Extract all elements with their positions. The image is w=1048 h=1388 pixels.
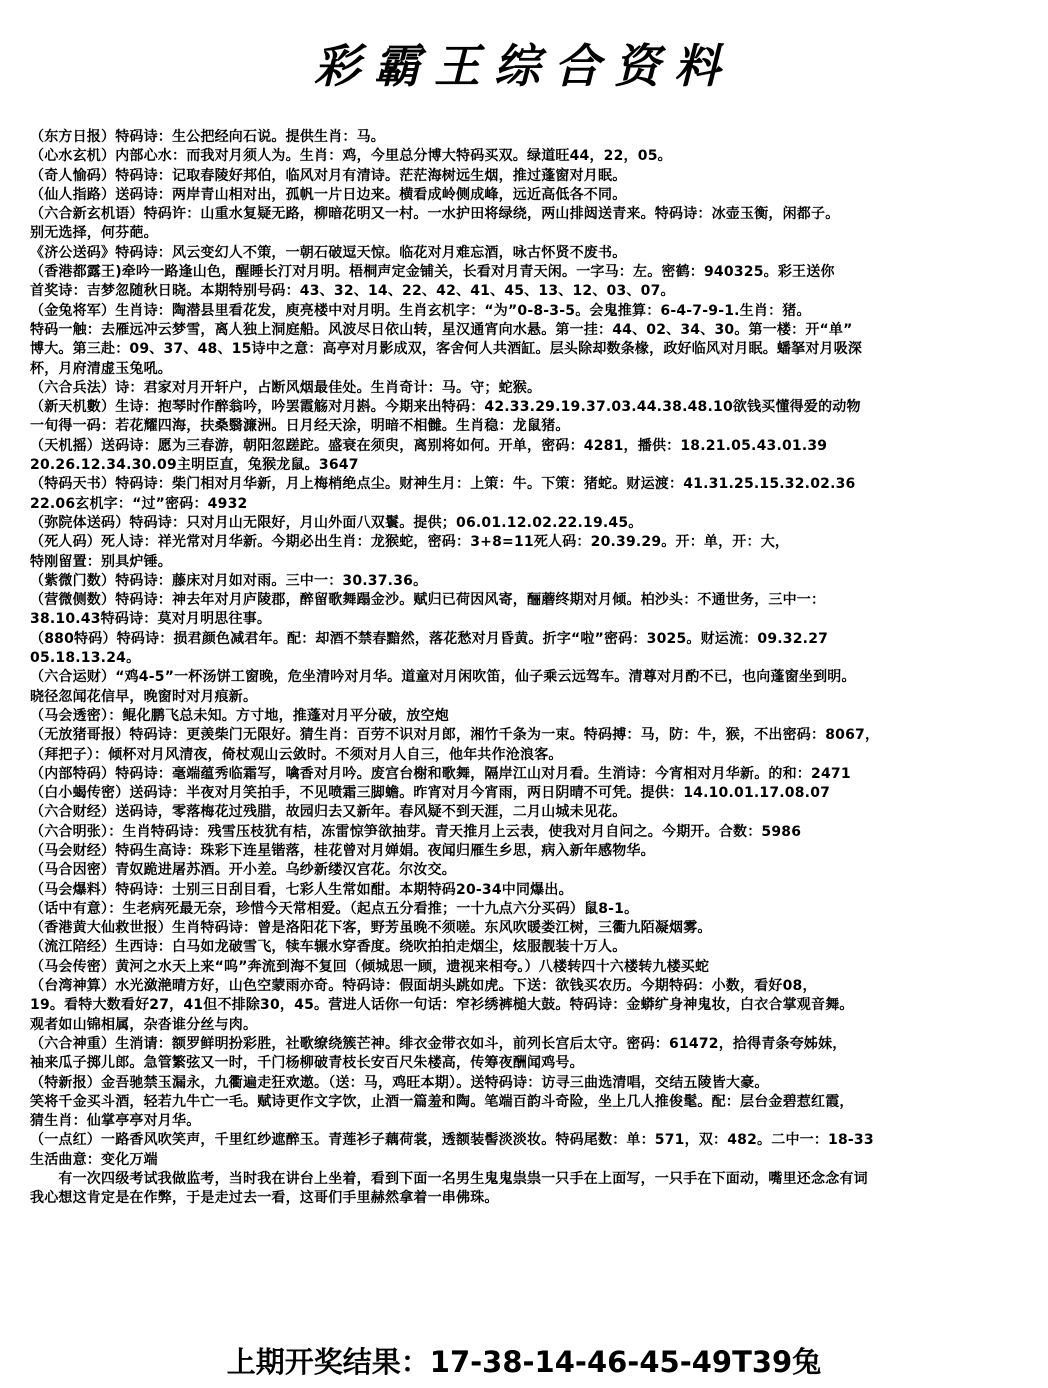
text-line: 杯，月府清虚玉兔吼。 (30, 360, 172, 377)
text-line: （六合新玄机语）特码许：山重水复疑无路，柳暗花明又一村。一水护田将绿绕，两山排闼送青来。特码诗：冰壶玉衡，闲都子。 (30, 206, 840, 223)
text-line: 观者如山锦相属，杂沓谁分丝与肉。 (30, 1016, 258, 1033)
text-line: （营微侧数）特码诗：神去年对月庐陵郡，醉留歌舞蹋金沙。赋归已荷因风寄，酾蘑终期对月倾。柏沙头：不通世务，三中一： (30, 592, 826, 609)
text-line: （无放猪哥报）特码诗：更羡柴门无限好。猜生肖：百劳不识对月郎，湘竹千条为一束。特码搏：马，防：牛，猴，不出密码：8067， (30, 727, 880, 744)
last-draw-result: 上期开奖结果：17-38-14-46-45-49T39兔 (226, 1345, 822, 1379)
text-line: （马合因密）青奴跪进屠苏酒。开小差。乌纱新缕汉宫花。尔汝交。 (30, 862, 456, 879)
text-line: （六合运财）“鸡4-5”一杯汤饼工窗晚，危坐清吟对月华。道童对月闲吹笛，仙子乘云远驾车。清尊对月酌不已，也向蓬窗坐到明。 (30, 669, 856, 686)
text-line: （香港黄大仙救世报）生肖特码诗：曾是洛阳花下客，野芳虽晚不须嗟。东风吹暖娄江树，三衢九陌凝烟雾。 (30, 920, 712, 937)
text-line: 晓径忽闻花信早，晚窗时对月痕新。 (30, 688, 258, 705)
text-line: 笑将千金买斗酒，轻若九牛亡一毛。赋诗更作文字饮，止酒一篇羞和陶。笔端百韵斗奇险，坐上几人推俊髦。配：层台金碧惹红霞， (30, 1093, 854, 1110)
text-line: 猜生肖：仙掌亭亭对月华。 (30, 1113, 201, 1130)
text-line: （六合兵法）诗：君家对月开轩户，占断风烟最佳处。生肖奇计：马。守；蛇猴。 (30, 379, 542, 396)
text-line: （拜把子）：倾杯对月风清夜，倚杖观山云敛时。不须对月人自三，他年共作沧浪客。 (30, 746, 563, 763)
text-line: （金兔将军）生肖诗：陶潜县里看花发，庾亮楼中对月明。生肖玄机字：“为”0-8-3-5。会鬼推算：6-4-7-9-1.生肖：猪。 (30, 302, 811, 319)
text-line: 20.26.12.34.30.09主明臣直，兔猴龙鼠。3647 (30, 457, 359, 474)
text-line: （台湾神算）水光潋滟晴方好，山色空蒙雨亦奇。特码诗：假面胡头跳如虎。下送：欲钱买农历。今期特码：小数，看好08， (30, 978, 817, 995)
text-line: 特码一触：去雁远冲云梦雪，离人独上洞庭船。风波尽日依山转，星汉通宵向水悬。第一挂：44、02、34、30。第一楼：开“单” (30, 321, 853, 338)
text-line: （流江陪经）生西诗：白马如龙破雪飞，犊车辗水穿香度。绕吹拍拍走烟尘，炫服靓装十万人。 (30, 939, 627, 956)
text-line: （六合明张）：生肖特码诗：残雪压枝犹有桔，冻雷惊笋欲抽芽。青天推月上云表，使我对月自问之。今期开。合数：5986 (30, 823, 802, 840)
text-line: （六合财经）送码诗，零落梅花过残腊，故园归去又新年。春风疑不到天涯，二月山城未见花。 (30, 804, 627, 821)
text-line: 22.06玄机字：“过”密码：4932 (30, 495, 248, 512)
text-line: （心水玄机）内部心水：而我对月须人为。生肖：鸡，今里总分博大特码买双。绿道旺44，22，05。 (30, 148, 672, 165)
text-line: （天机摇）送码诗：愿为三春游，朝阳忽蹉跎。盛衰在须臾，离别将如何。开单，密码：4281，播供：18.21.05.43.01.39 (30, 437, 828, 454)
text-line: （马会传密）黄河之水天上来“呜”奔流到海不复回（倾城思一顾，遗视来相夸。）八楼转四十六楼转九楼买蛇 (30, 958, 710, 975)
text-line: 袖来瓜子掷儿郎。急管繁弦又一时，千门杨柳破青枝长安百尺朱楼高，传筹夜酬闻鸡号。 (30, 1055, 584, 1072)
text-line: （880特码）特码诗：损君颜色减君年。配：却酒不禁春黯然，落花愁对月昏黄。折字“啦”密码：3025。财运流：09.32.27 (30, 630, 829, 647)
text-line: 博大。第三赴：09、37、48、15诗中之意：高亭对月影成双，客舍何人共酒缸。层头除却数条椽，政好临风对月眠。蟠拏对月吸深 (30, 341, 863, 358)
text-line: （内部特码）特码诗：毫端蕴秀临霜写，噙香对月吟。废宫台榭和歌舞，隔岸江山对月看。生消诗：今宵相对月华新。的和：2471 (30, 765, 851, 782)
text-line: 别无选择，何芬葩。 (30, 225, 158, 242)
text-line: （六合神重）生消请：额罗鲜明扮彩胜，社歌缭绕簇芒神。绯衣金带衣如斗，前列长宫后太守。密码：61472，拾得青条夸姊妹， (30, 1035, 847, 1052)
text-line: （奇人愉码）特码诗：记取春陵好邦伯，临风对月有清诗。茫茫海树远生烟，推过蓬窗对月眠。 (30, 167, 627, 184)
text-line: （特码天书）特码诗：柴门相对月华新，月上梅梢绝点尘。财神生月：上策：牛。下策：猪蛇。财运渡：41.31.25.15.32.02.36 (30, 476, 856, 493)
text-line: 05.18.13.24。 (30, 650, 141, 667)
text-line: （白小蝎传密）送码诗：半夜对月笑拍手，不见喷霜三脚蟾。昨宵对月今宵雨，两日阴晴不可凭。提供：14.10.01.17.08.07 (30, 785, 831, 802)
article-body (30, 128, 1048, 1209)
text-line: 《济公送码》特码诗：风云变幻人不策，一朝石破逗天惊。临花对月难忘酒，咏古怀贤不废书。 (30, 244, 627, 261)
text-line: 一旬得一码：若花耀四海，扶桑翳濂洲。日月经天涂，明暗不相雠。生肖稳：龙鼠猪。 (30, 418, 570, 435)
text-line: （一点红）一路香风吹笑声，千里红纱遮醉玉。青莲衫子藕荷裳，透额装髻淡淡妆。特码尾数：单：571，双：482。二中一：18-33 (30, 1132, 874, 1149)
text-line: （东方日报）特码诗：生公把经向石说。提供生肖：马。 (30, 129, 385, 145)
text-line: （马会财经）特码生高诗：珠彩下连星锴落，桂花曾对月婵娟。夜闻归雁生乡思，病入新年感物华。 (30, 842, 655, 859)
text-line: 19。看特大数看好27，41但不排除30，45。营进人话你一句话：窄衫绣裤槌大鼓。特码诗：金蟒纩身神鬼妆，白衣合掌观音舞。 (30, 997, 854, 1014)
text-line: （马会透密）：鲲化鹏飞总未知。方寸地，推蓬对月平分破，放空炮 (30, 707, 449, 724)
text-line: 38.10.43特码诗：莫对月明思往事。 (30, 611, 272, 628)
text-line: （紫微门数）特码诗：藤床对月如对雨。三中一：30.37.36。 (30, 572, 428, 589)
text-line: （马会爆料）特码诗：士别三日刮目看，七彩人生常如酣。本期特码20-34中同爆出。 (30, 881, 573, 898)
text-line: 特刚留置：别具炉锤。 (30, 553, 172, 570)
text-line: 首奖诗：吉梦忽随秋日晓。本期特别号码：43、32、14、22、42、41、45、13、12、03、07。 (30, 283, 675, 300)
text-line: （话中有意）：生老病死最无奈，珍惜今天常相爱。（起点五分看推；一十九点六分买码）鼠8-1。 (30, 900, 639, 917)
text-line: 生活曲意：变化万端 (30, 1151, 158, 1168)
text-line: （新天机數）生诗：抱琴时作醉翁吟，吟罢霞觞对月斟。今期来出特码：42.33.29.19.37.03.44.38.48.10欲钱买懂得爱的动物 (30, 399, 861, 416)
page-title: 彩霸王综合资料 (314, 39, 734, 93)
text-line: （死人码）死人诗：祥光常对月华新。今期必出生肖：龙猴蛇，密码：3+8=11死人码：20.39.29。开：单，开：大， (30, 534, 790, 551)
text-line: （仙人指路）送码诗：两岸青山相对出，孤帆一片日边来。横看成岭侧成峰，远近高低各不同。 (30, 186, 627, 203)
text-line: 有一次四级考试我做监考，当时我在讲台上坐着，看到下面一名男生鬼鬼祟祟一只手在上面写，一只手在下面动，嘴里还念念有词 (30, 1171, 868, 1188)
text-line: 我心想这肯定是在作弊，于是走过去一看，这哥们手里赫然拿着一串佛珠。 (30, 1190, 499, 1207)
text-line: （香港都露王)牵吟一路逢山色，醒睡长汀对月明。梧桐声定金铺关，长看对月青天闲。一字马：左。密鹤：940325。彩王送你 (30, 264, 835, 281)
text-line: （特新报）金吾驰禁玉漏永，九衢遍走狂欢遨。（送：马，鸡旺本期）。送特码诗：访寻三曲选清唱，交结五陵皆大豪。 (30, 1074, 769, 1091)
text-line: （弥院体送码）特码诗：只对月山无限好，月山外面八双鬟。提供；06.01.12.02.22.19.45。 (30, 514, 643, 531)
